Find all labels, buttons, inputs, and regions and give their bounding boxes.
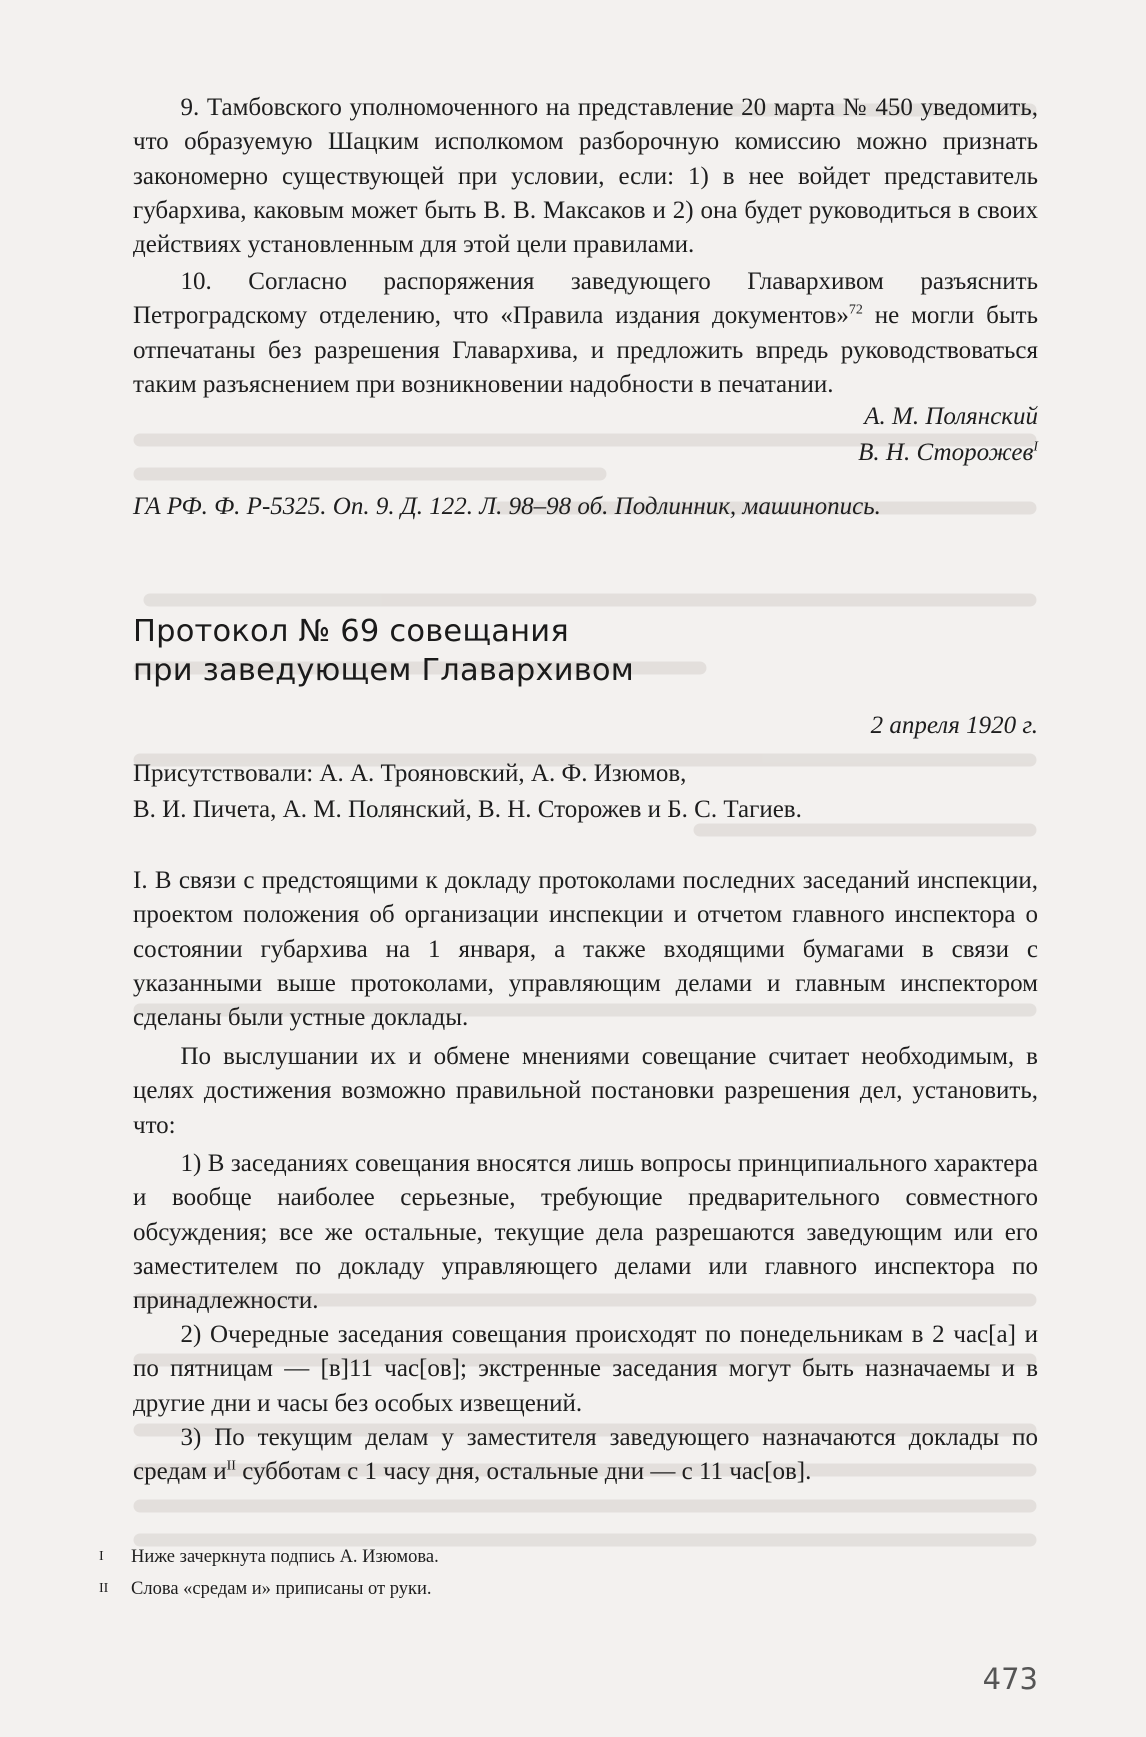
- signature-storozhev: [858, 436, 1038, 469]
- endnote-ref-72: 72: [848, 302, 863, 318]
- attendees-line1: Присутствовали: А. А. Трояновский, А. Ф. Изюмов,: [133, 760, 687, 787]
- footnote-ref-ii: II: [226, 1458, 236, 1474]
- footnote-ii-mark: II: [99, 1581, 109, 1596]
- footnote-ii: [99, 1578, 432, 1600]
- protocol-heading: [133, 612, 634, 690]
- footnote-ref-i: I: [1033, 439, 1038, 455]
- signature-storozhev-name: В. Н. Сторожев: [858, 439, 1034, 466]
- footnote-i: [99, 1546, 439, 1568]
- attendees-list: [133, 756, 802, 828]
- footnote-i-text: Ниже зачеркнута подпись А. Изюмова.: [131, 1547, 439, 1567]
- page-number: 473: [982, 1662, 1038, 1696]
- list-item-3-text: 3) По текущим делам у заместителя заведующего назначаются доклады по средам и: [133, 1424, 1038, 1486]
- resolution-paragraph: По выслушании их и обмене мнениями совещание считает необходимым, в целях достижения возможно правильной постановки разрешения дел, установить, что:: [133, 1043, 1038, 1139]
- protocol-date: 2 апреля 1920 г.: [870, 712, 1038, 739]
- paragraph-item-9: 9. Тамбовского уполномоченного на представление 20 марта № 450 уведомить, что образуемую Шацким исполкомом разборочную комиссию можно признать закономерно существующей при условии, если: 1) в нее войдет представитель губархива, каковым может быть В. В. Максаков и 2) она будет руководиться в своих действиях установленным для этой цели правилами.: [133, 94, 1038, 259]
- list-item-2: 2) Очередные заседания совещания происходят по понедельникам в 2 час[а] и по пятницам — [в]11 час[ов]; экстренные заседания могут быть назначаемы и в другие дни и часы без особых извещений.: [133, 1321, 1038, 1417]
- paragraph-item-10-text: 10. Согласно распоряжения заведующего Главархивом разъяснить Петроградскому отделению, что «Правила издания документов»: [133, 268, 1038, 330]
- protocol-heading-line1: Протокол № 69 совещания: [133, 614, 569, 649]
- list-item-3-text-cont: субботам с 1 часу дня, остальные дни — с 11 час[ов].: [235, 1458, 812, 1486]
- list-item-3: [133, 1421, 1038, 1490]
- archive-source-reference: ГА РФ. Ф. Р-5325. Оп. 9. Д. 122. Л. 98–98 об. Подлинник, машинопись.: [133, 493, 881, 520]
- paragraph-item-10-text-cont: не могли быть отпечатаны без разрешения Главархива, и предложить впредь руководствоваться таким разъяснением при возникновении надобности в печатании.: [133, 302, 1038, 398]
- protocol-heading-line2: при заведующем Главархивом: [133, 653, 635, 688]
- footnote-ii-text: Слова «средам и» приписаны от руки.: [131, 1579, 432, 1599]
- section-i-paragraph: I. В связи с предстоящими к докладу протоколами последних заседаний инспекции, проектом положения об организации инспекции и отчетом главного инспектора о состоянии губархива на 1 января, а также входящими бумагами в связи с указанными выше протоколами, управляющим делами и главным инспектором сделаны были устные доклады.: [133, 867, 1038, 1032]
- footnote-i-mark: I: [99, 1549, 104, 1564]
- paragraph-item-10: [133, 265, 1038, 402]
- signature-polyansky: А. М. Полянский: [864, 403, 1038, 430]
- attendees-line2: В. И. Пичета, А. М. Полянский, В. Н. Сторожев и Б. С. Тагиев.: [133, 796, 802, 823]
- list-item-1: 1) В заседаниях совещания вносятся лишь вопросы принципиального характера и вообще наиболее серьезные, требующие предварительного совместного обсуждения; все же остальные, текущие дела разрешаются заведующим или его заместителем по докладу управляющего делами или главного инспектора по принадлежности.: [133, 1150, 1038, 1315]
